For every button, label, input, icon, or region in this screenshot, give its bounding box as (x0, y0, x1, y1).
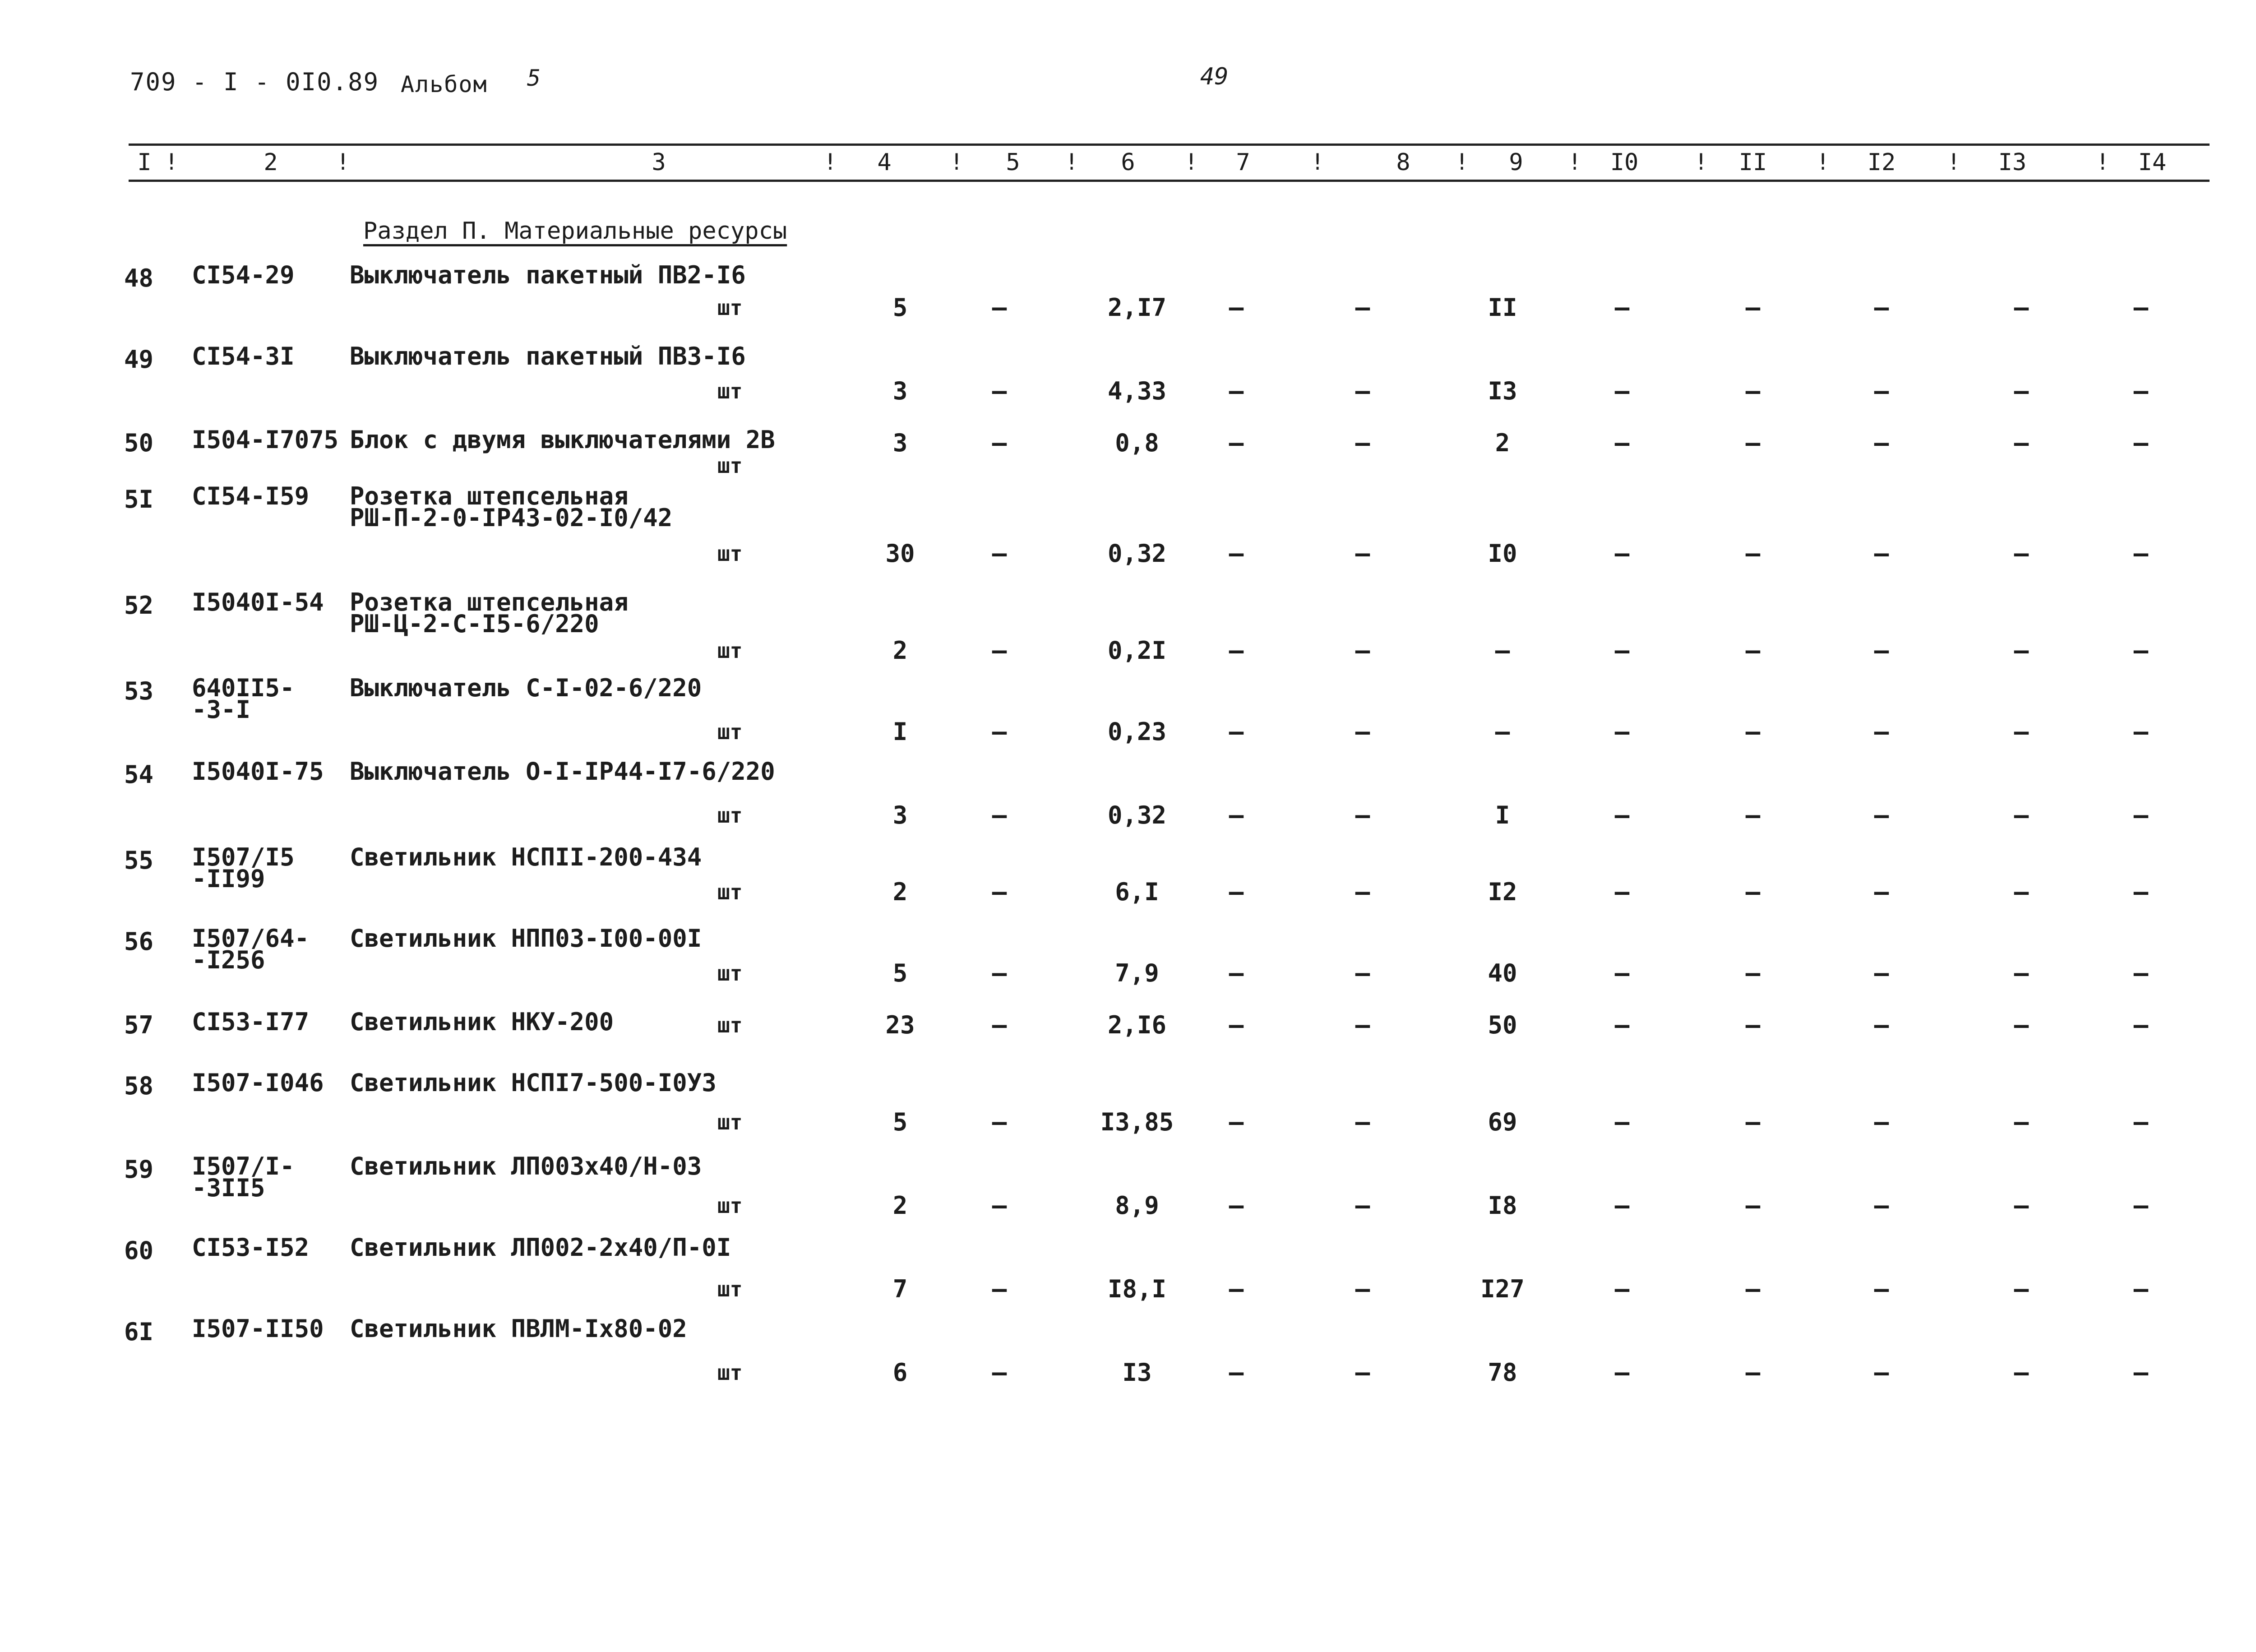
column-header: II (1738, 149, 1767, 176)
cell-c8: – (1355, 717, 1370, 746)
cell-c7: – (1229, 717, 1244, 746)
item-code-line2: -II99 (192, 865, 265, 893)
album-label: Альбом (401, 71, 488, 97)
cell-c13: – (2014, 429, 2029, 457)
cell-c7: – (1229, 293, 1244, 322)
unit-of-measure: шт (717, 1277, 743, 1301)
column-separator: ! (1310, 149, 1325, 175)
cell-c4: 23 (885, 1011, 915, 1039)
row-number: 5I (124, 485, 154, 514)
cell-c10: – (1614, 959, 1630, 987)
column-separator: ! (336, 149, 350, 175)
cell-c12: – (1874, 1358, 1889, 1387)
column-separator: ! (1064, 149, 1079, 175)
item-code-line2: -3II5 (192, 1174, 265, 1202)
item-code: 640II5- (192, 674, 295, 702)
cell-c5: – (992, 429, 1007, 457)
item-code-line2: -3-I (192, 695, 251, 724)
item-name: Светильник ЛП003х40/Н-03 (350, 1152, 702, 1180)
column-separator: ! (1816, 149, 1830, 175)
item-name: Выключатель С-I-02-6/220 (350, 674, 702, 702)
item-name: Светильник ПВЛМ-Iх80-02 (350, 1314, 687, 1343)
cell-c9: 2 (1495, 429, 1510, 457)
cell-c9: – (1495, 717, 1510, 746)
cell-c4: 6 (892, 1358, 908, 1387)
row-number: 56 (124, 927, 154, 956)
item-name: Блок с двумя выключателями 2В (350, 426, 775, 454)
cell-c6: 0,23 (1107, 717, 1167, 746)
cell-c7: – (1229, 1191, 1244, 1220)
cell-c5: – (992, 377, 1007, 405)
cell-c13: – (2014, 801, 2029, 829)
cell-c11: – (1745, 959, 1761, 987)
column-header: I3 (1998, 149, 2027, 176)
cell-c12: – (1874, 717, 1889, 746)
cell-c13: – (2014, 1108, 2029, 1136)
cell-c8: – (1355, 377, 1370, 405)
cell-c9: 78 (1488, 1358, 1517, 1387)
cell-c5: – (992, 539, 1007, 568)
item-name: Розетка штепсельная (350, 588, 629, 616)
item-code: I504-I7075 (192, 426, 339, 454)
cell-c13: – (2014, 636, 2029, 665)
column-separator: ! (1694, 149, 1708, 175)
cell-c6: 6,I (1115, 878, 1159, 906)
item-code: I5040I-54 (192, 588, 324, 616)
cell-c12: – (1874, 539, 1889, 568)
row-number: 58 (124, 1072, 154, 1100)
row-number: 53 (124, 677, 154, 705)
unit-of-measure: шт (717, 1194, 743, 1218)
table-header-rule (129, 180, 2210, 182)
cell-c14: – (2133, 377, 2149, 405)
cell-c6: 8,9 (1115, 1191, 1159, 1220)
document-code: 709 - I - 0I0.89 (130, 68, 379, 96)
cell-c12: – (1874, 959, 1889, 987)
column-header: 5 (1006, 149, 1020, 176)
cell-c14: – (2133, 1011, 2149, 1039)
unit-of-measure: шт (717, 1013, 743, 1037)
cell-c8: – (1355, 1191, 1370, 1220)
column-header: I (137, 149, 152, 176)
cell-c8: – (1355, 1011, 1370, 1039)
row-number: 48 (124, 264, 154, 292)
cell-c13: – (2014, 539, 2029, 568)
cell-c8: – (1355, 959, 1370, 987)
item-code: I507/64- (192, 924, 310, 953)
cell-c7: – (1229, 801, 1244, 829)
cell-c5: – (992, 293, 1007, 322)
cell-c5: – (992, 959, 1007, 987)
cell-c11: – (1745, 801, 1761, 829)
section-title: Раздел П. Материальные ресурсы (363, 217, 787, 245)
cell-c5: – (992, 1358, 1007, 1387)
cell-c8: – (1355, 1108, 1370, 1136)
cell-c8: – (1355, 801, 1370, 829)
column-header: I2 (1867, 149, 1896, 176)
cell-c13: – (2014, 717, 2029, 746)
unit-of-measure: шт (717, 1110, 743, 1134)
item-code: I507-II50 (192, 1314, 324, 1343)
cell-c12: – (1874, 429, 1889, 457)
cell-c8: – (1355, 539, 1370, 568)
cell-c4: 2 (892, 878, 908, 906)
column-header: 9 (1509, 149, 1523, 176)
cell-c10: – (1614, 1358, 1630, 1387)
cell-c9: 69 (1488, 1108, 1517, 1136)
cell-c8: – (1355, 1358, 1370, 1387)
unit-of-measure: шт (717, 1360, 743, 1385)
cell-c5: – (992, 878, 1007, 906)
cell-c12: – (1874, 1191, 1889, 1220)
item-code: I507-I046 (192, 1069, 324, 1097)
cell-c13: – (2014, 878, 2029, 906)
item-code: I5040I-75 (192, 757, 324, 786)
item-name: Светильник НКУ-200 (350, 1008, 614, 1036)
cell-c8: – (1355, 429, 1370, 457)
cell-c12: – (1874, 1275, 1889, 1303)
item-name: Выключатель пакетный ПВ3-I6 (350, 342, 746, 370)
cell-c10: – (1614, 1108, 1630, 1136)
cell-c13: – (2014, 959, 2029, 987)
unit-of-measure: шт (717, 961, 743, 986)
item-name-line2: РШ-Ц-2-С-I5-6/220 (350, 610, 599, 638)
item-code: CI54-3I (192, 342, 295, 370)
cell-c10: – (1614, 636, 1630, 665)
item-name-line2: РШ-П-2-0-IP43-02-I0/42 (350, 504, 673, 532)
document-header (130, 65, 542, 97)
cell-c7: – (1229, 1108, 1244, 1136)
cell-c13: – (2014, 1191, 2029, 1220)
cell-c12: – (1874, 878, 1889, 906)
item-name: Светильник ЛП002-2х40/П-0I (350, 1233, 731, 1262)
cell-c11: – (1745, 1011, 1761, 1039)
column-header: 7 (1236, 149, 1250, 176)
cell-c4: 30 (885, 539, 915, 568)
row-number: 59 (124, 1155, 154, 1184)
cell-c11: – (1745, 717, 1761, 746)
cell-c6: I8,I (1107, 1275, 1167, 1303)
cell-c6: 0,32 (1107, 539, 1167, 568)
cell-c10: – (1614, 539, 1630, 568)
cell-c6: I3,85 (1100, 1108, 1174, 1136)
item-code: I507/I- (192, 1152, 295, 1180)
column-header: 4 (877, 149, 892, 176)
cell-c9: 40 (1488, 959, 1517, 987)
cell-c13: – (2014, 1011, 2029, 1039)
table-top-rule (129, 143, 2210, 146)
cell-c9: 50 (1488, 1011, 1517, 1039)
row-number: 49 (124, 345, 154, 374)
cell-c9: I2 (1488, 878, 1517, 906)
cell-c4: 3 (892, 801, 908, 829)
cell-c13: – (2014, 1275, 2029, 1303)
cell-c7: – (1229, 1358, 1244, 1387)
cell-c5: – (992, 1275, 1007, 1303)
cell-c11: – (1745, 1191, 1761, 1220)
cell-c6: 0,8 (1115, 429, 1159, 457)
column-separator: ! (164, 149, 179, 175)
cell-c14: – (2133, 878, 2149, 906)
cell-c10: – (1614, 1275, 1630, 1303)
cell-c5: – (992, 801, 1007, 829)
column-header: 8 (1396, 149, 1410, 176)
item-name: Розетка штепсельная (350, 482, 629, 510)
cell-c6: 7,9 (1115, 959, 1159, 987)
cell-c14: – (2133, 429, 2149, 457)
cell-c11: – (1745, 539, 1761, 568)
cell-c10: – (1614, 1011, 1630, 1039)
column-separator: ! (2095, 149, 2110, 175)
cell-c11: – (1745, 429, 1761, 457)
column-separator: ! (1567, 149, 1582, 175)
cell-c13: – (2014, 293, 2029, 322)
column-header: I4 (2138, 149, 2167, 176)
column-header: 3 (652, 149, 666, 176)
cell-c6: 0,32 (1107, 801, 1167, 829)
row-number: 50 (124, 429, 154, 457)
column-separator: ! (1455, 149, 1469, 175)
cell-c9: I (1495, 801, 1510, 829)
page-number: 49 (1200, 63, 1229, 90)
cell-c13: – (2014, 1358, 2029, 1387)
cell-c10: – (1614, 1191, 1630, 1220)
cell-c11: – (1745, 1275, 1761, 1303)
item-code: CI54-I59 (192, 482, 310, 510)
cell-c4: 2 (892, 636, 908, 665)
cell-c14: – (2133, 539, 2149, 568)
cell-c8: – (1355, 293, 1370, 322)
row-number: 55 (124, 846, 154, 875)
cell-c5: – (992, 1011, 1007, 1039)
item-name: Выключатель пакетный ПВ2-I6 (350, 261, 746, 289)
cell-c6: 4,33 (1107, 377, 1167, 405)
cell-c11: – (1745, 878, 1761, 906)
cell-c10: – (1614, 801, 1630, 829)
cell-c12: – (1874, 801, 1889, 829)
cell-c5: – (992, 1191, 1007, 1220)
cell-c13: – (2014, 377, 2029, 405)
item-name: Выключатель О-I-IP44-I7-6/220 (350, 757, 775, 786)
cell-c14: – (2133, 717, 2149, 746)
cell-c7: – (1229, 429, 1244, 457)
cell-c4: 2 (892, 1191, 908, 1220)
unit-of-measure: шт (717, 379, 743, 403)
cell-c6: 0,2I (1107, 636, 1167, 665)
cell-c8: – (1355, 1275, 1370, 1303)
cell-c10: – (1614, 717, 1630, 746)
cell-c4: 7 (892, 1275, 908, 1303)
cell-c4: I (892, 717, 908, 746)
cell-c9: I3 (1488, 377, 1517, 405)
cell-c7: – (1229, 636, 1244, 665)
unit-of-measure: шт (717, 639, 743, 663)
row-number: 6I (124, 1318, 154, 1346)
unit-of-measure: шт (717, 880, 743, 904)
column-separator: ! (1184, 149, 1198, 175)
cell-c7: – (1229, 1275, 1244, 1303)
column-header: 6 (1121, 149, 1135, 176)
cell-c12: – (1874, 1108, 1889, 1136)
cell-c10: – (1614, 377, 1630, 405)
cell-c10: – (1614, 878, 1630, 906)
cell-c4: 5 (892, 1108, 908, 1136)
cell-c4: 5 (892, 959, 908, 987)
cell-c6: 2,I6 (1107, 1011, 1167, 1039)
item-code-line2: -I256 (192, 946, 265, 974)
album-number: 5 (527, 65, 542, 91)
unit-of-measure: шт (717, 296, 743, 320)
cell-c12: – (1874, 1011, 1889, 1039)
cell-c11: – (1745, 377, 1761, 405)
cell-c7: – (1229, 878, 1244, 906)
column-header: I0 (1610, 149, 1639, 176)
cell-c14: – (2133, 959, 2149, 987)
cell-c4: 3 (892, 377, 908, 405)
cell-c9: I0 (1488, 539, 1517, 568)
column-header: 2 (264, 149, 278, 176)
cell-c5: – (992, 717, 1007, 746)
row-number: 60 (124, 1236, 154, 1265)
column-header-row (0, 149, 2256, 180)
cell-c8: – (1355, 636, 1370, 665)
column-separator: ! (949, 149, 964, 175)
item-code: CI53-I52 (192, 1233, 310, 1262)
item-code: I507/I5 (192, 843, 295, 871)
item-name: Светильник НСПII-200-434 (350, 843, 702, 871)
cell-c11: – (1745, 1108, 1761, 1136)
item-name: Светильник НПП03-I00-00I (350, 924, 702, 953)
cell-c5: – (992, 1108, 1007, 1136)
row-number: 57 (124, 1011, 154, 1039)
cell-c10: – (1614, 293, 1630, 322)
cell-c11: – (1745, 636, 1761, 665)
cell-c9: I8 (1488, 1191, 1517, 1220)
cell-c11: – (1745, 1358, 1761, 1387)
cell-c7: – (1229, 539, 1244, 568)
cell-c9: I27 (1480, 1275, 1525, 1303)
cell-c14: – (2133, 1358, 2149, 1387)
cell-c14: – (2133, 293, 2149, 322)
cell-c14: – (2133, 636, 2149, 665)
unit-of-measure: шт (717, 803, 743, 828)
item-name: Светильник НСПI7-500-I0У3 (350, 1069, 717, 1097)
cell-c4: 3 (892, 429, 908, 457)
cell-c6: 2,I7 (1107, 293, 1167, 322)
cell-c9: II (1488, 293, 1517, 322)
cell-c7: – (1229, 959, 1244, 987)
row-number: 54 (124, 760, 154, 789)
cell-c12: – (1874, 377, 1889, 405)
cell-c10: – (1614, 429, 1630, 457)
item-code: CI54-29 (192, 261, 295, 289)
cell-c6: I3 (1122, 1358, 1152, 1387)
item-code: CI53-I77 (192, 1008, 310, 1036)
cell-c8: – (1355, 878, 1370, 906)
unit-of-measure: шт (717, 541, 743, 566)
cell-c7: – (1229, 1011, 1244, 1039)
row-number: 52 (124, 591, 154, 620)
cell-c14: – (2133, 801, 2149, 829)
cell-c4: 5 (892, 293, 908, 322)
cell-c14: – (2133, 1108, 2149, 1136)
cell-c9: – (1495, 636, 1510, 665)
cell-c14: – (2133, 1191, 2149, 1220)
unit-of-measure: шт (717, 720, 743, 744)
column-separator: ! (1946, 149, 1961, 175)
cell-c7: – (1229, 377, 1244, 405)
cell-c11: – (1745, 293, 1761, 322)
cell-c12: – (1874, 636, 1889, 665)
cell-c12: – (1874, 293, 1889, 322)
column-separator: ! (823, 149, 837, 175)
unit-of-measure: шт (717, 453, 743, 478)
cell-c14: – (2133, 1275, 2149, 1303)
cell-c5: – (992, 636, 1007, 665)
